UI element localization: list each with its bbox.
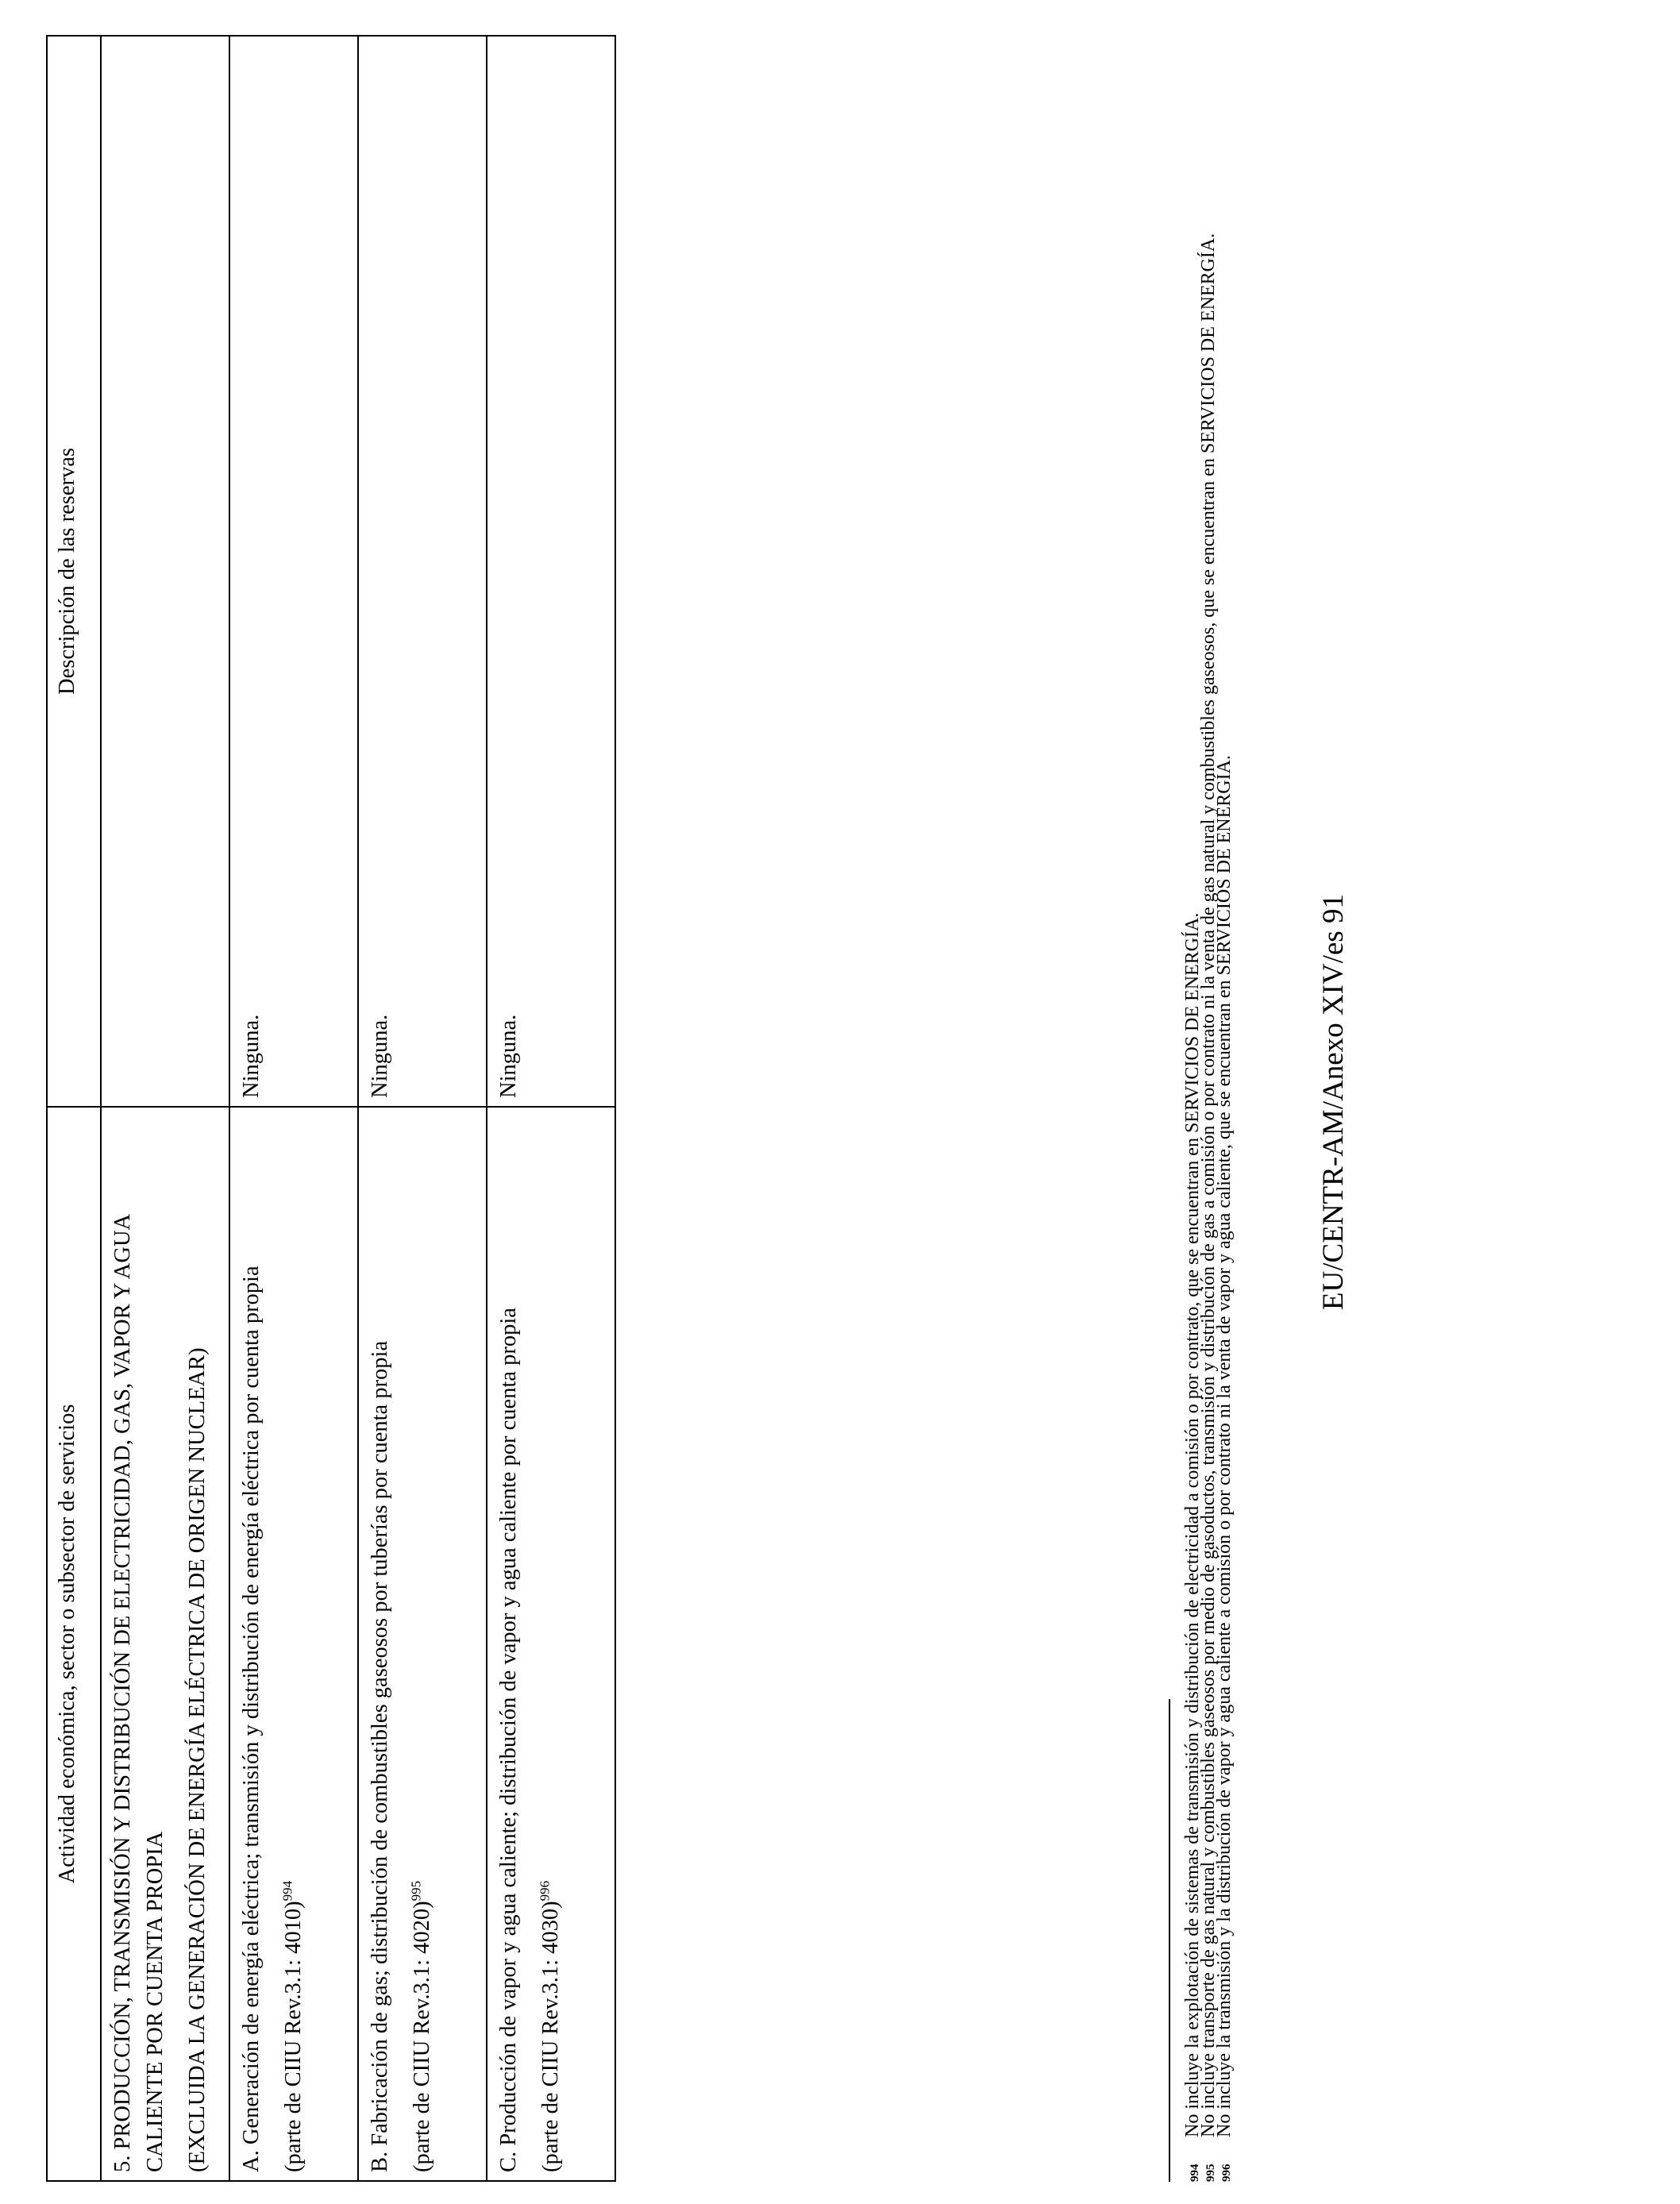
footnote-marker: 996 bbox=[537, 1880, 553, 1902]
activity-cell bbox=[229, 1107, 358, 2181]
footnote-separator bbox=[1169, 1699, 1170, 2182]
sector-title: 5. PRODUCCIÓN, TRANSMISIÓN Y DISTRIBUCIÓN DE ELECTRICIDAD, GAS, VAPOR Y AGUA CALIENTE POR CUENTA PROPIA bbox=[110, 1215, 168, 2172]
footnote-number: 995 bbox=[1204, 2164, 1217, 2182]
footnote-text: No incluye la transmisión y la distribución de vapor y agua caliente a comisión o por contrato ni la venta de vapor y agua caliente, que se encuentran en SERVICIOS DE ENERGÍA. bbox=[1214, 755, 1235, 2137]
footnote-number: 994 bbox=[1189, 2164, 1201, 2182]
table-row bbox=[229, 36, 358, 2181]
ciiu-ref bbox=[534, 1115, 567, 2172]
footnote-996 bbox=[1214, 118, 1235, 2182]
footnote-marker: 995 bbox=[408, 1880, 424, 1902]
activity-text: C. Producción de vapor y agua caliente; distribución de vapor y agua caliente por cuenta propia bbox=[496, 1308, 521, 2172]
activity-text: A. Generación de energía eléctrica; transmisión y distribución de energía eléctrica por cuenta propia bbox=[239, 1266, 264, 2172]
description-cell: Ninguna. bbox=[487, 36, 615, 1107]
table-row bbox=[487, 36, 615, 2181]
footnote-text: No incluye la explotación de sistemas de transmisión y distribución de electricidad a comisión o por contrato, que se encuentran en SERVICIOS DE ENERGÍA. bbox=[1182, 912, 1203, 2137]
footnotes bbox=[1169, 118, 1235, 2182]
description-cell: Ninguna. bbox=[358, 36, 487, 1107]
sector-exclusion: (EXCLUIDA LA GENERACIÓN DE ENERGÍA ELÉCTRICA DE ORIGEN NUCLEAR) bbox=[185, 1347, 210, 2172]
footnote-number: 996 bbox=[1220, 2164, 1233, 2182]
activity-cell bbox=[358, 1107, 487, 2181]
table-header-row bbox=[47, 36, 101, 2181]
document-reference: EU/CENTR-AM/Anexo XIV/es 91 bbox=[1317, 893, 1350, 1311]
ciiu-ref-text: (parte de CIIU Rev.3.1: 4010) bbox=[281, 1901, 306, 2172]
reservations-table bbox=[46, 35, 616, 2182]
header-description: Descripción de las reservas bbox=[47, 36, 101, 1107]
description-cell: Ninguna. bbox=[229, 36, 358, 1107]
table-row bbox=[358, 36, 487, 2181]
sector-row bbox=[101, 36, 229, 2181]
footnote-text: No incluye transporte de gas natural y combustibles gaseosos por medio de gasoductos, transmisión y distribución de gas a comisión o por contrato ni la venta de gas natural y combustibles gaseosos, que se encuentran en SERVICIOS DE ENERGÍA. bbox=[1198, 233, 1219, 2137]
ciiu-ref-text: (parte de CIIU Rev.3.1: 4020) bbox=[410, 1901, 434, 2172]
sector-activity-cell bbox=[101, 1107, 229, 2181]
activity-cell bbox=[487, 1107, 615, 2181]
ciiu-ref bbox=[277, 1115, 310, 2172]
activity-text: B. Fabricación de gas; distribución de combustibles gaseosos por tuberías por cuenta propia bbox=[368, 1340, 392, 2172]
footnote-marker: 994 bbox=[279, 1880, 295, 1902]
ciiu-ref-text: (parte de CIIU Rev.3.1: 4030) bbox=[538, 1901, 563, 2172]
sector-description-cell bbox=[101, 36, 229, 1107]
header-activity: Actividad económica, sector o subsector de servicios bbox=[47, 1107, 101, 2181]
ciiu-ref bbox=[406, 1115, 438, 2172]
